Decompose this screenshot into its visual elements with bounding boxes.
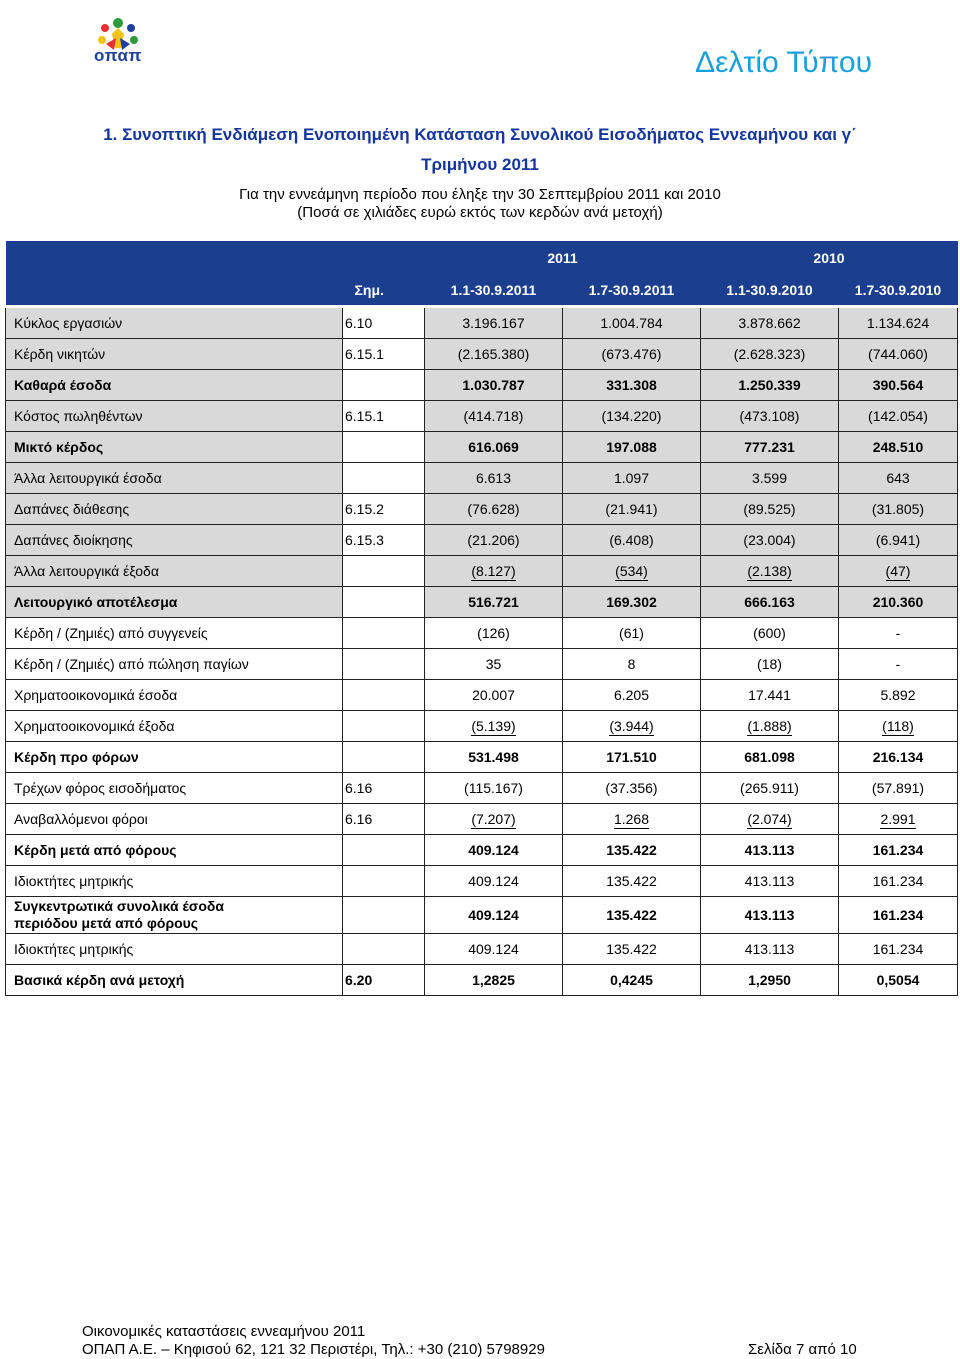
year-2011-header: 2011 <box>425 241 701 275</box>
row-value: 413.113 <box>701 897 839 934</box>
row-value: 531.498 <box>425 742 563 773</box>
row-note <box>343 897 425 934</box>
column-header: 1.7-30.9.2011 <box>563 275 701 307</box>
row-value: (600) <box>701 618 839 649</box>
row-value: - <box>839 649 958 680</box>
table-row <box>6 618 958 649</box>
row-value: 409.124 <box>425 934 563 965</box>
row-note <box>343 587 425 618</box>
row-value: (21.941) <box>563 494 701 525</box>
row-value <box>563 804 701 835</box>
row-value-text: 2.991 <box>880 811 916 827</box>
row-value: 161.234 <box>839 835 958 866</box>
row-value: 331.308 <box>563 370 701 401</box>
row-note <box>343 866 425 897</box>
row-value: 20.007 <box>425 680 563 711</box>
row-value: (76.628) <box>425 494 563 525</box>
table-row <box>6 866 958 897</box>
row-value: 210.360 <box>839 587 958 618</box>
row-value: 135.422 <box>563 835 701 866</box>
row-note <box>343 649 425 680</box>
row-note <box>343 742 425 773</box>
row-label: Άλλα λειτουργικά έξοδα <box>6 556 343 587</box>
row-value: 8 <box>563 649 701 680</box>
row-label-line: περιόδου μετά από φόρους <box>14 915 199 931</box>
row-value <box>839 556 958 587</box>
row-value: 197.088 <box>563 432 701 463</box>
row-value: 5.892 <box>839 680 958 711</box>
row-label: Ιδιοκτήτες μητρικής <box>6 934 343 965</box>
row-label: Κέρδη / (Ζημιές) από συγγενείς <box>6 618 343 649</box>
statement-title-line1: 1. Συνοπτική Ενδιάμεση Ενοποιημένη Κατάσταση Συνολικού Εισοδήματος Εννεαμήνου και γ΄ <box>103 125 857 144</box>
row-value <box>563 711 701 742</box>
row-label: Βασικά κέρδη ανά μετοχή <box>6 965 343 996</box>
row-label: Καθαρά έσοδα <box>6 370 343 401</box>
table-row <box>6 649 958 680</box>
row-value-text: 1.268 <box>613 811 650 827</box>
row-value: 409.124 <box>425 897 563 934</box>
row-value <box>425 556 563 587</box>
row-label: Ιδιοκτήτες μητρικής <box>6 866 343 897</box>
row-value-text: (47) <box>885 563 911 579</box>
footer-company-address: ΟΠΑΠ Α.Ε. – Κηφισού 62, 121 32 Περιστέρι, Τηλ.: +30 (210) 5798929 <box>82 1341 545 1358</box>
row-value: 161.234 <box>839 934 958 965</box>
row-label <box>6 897 343 934</box>
row-value-text: (118) <box>882 718 914 734</box>
row-value: (61) <box>563 618 701 649</box>
row-value: 0,4245 <box>563 965 701 996</box>
row-label: Αναβαλλόμενοι φόροι <box>6 804 343 835</box>
row-value: 169.302 <box>563 587 701 618</box>
row-value <box>701 556 839 587</box>
row-value: (126) <box>425 618 563 649</box>
row-value: 135.422 <box>563 934 701 965</box>
row-note: 6.16 <box>343 804 425 835</box>
row-note <box>343 711 425 742</box>
row-note <box>343 370 425 401</box>
row-value: (115.167) <box>425 773 563 804</box>
footer-page-number: Σελίδα 7 από 10 <box>748 1341 857 1358</box>
row-value: 135.422 <box>563 897 701 934</box>
row-value: (6.408) <box>563 525 701 556</box>
row-value: 171.510 <box>563 742 701 773</box>
row-label: Δαπάνες διοίκησης <box>6 525 343 556</box>
row-value: (57.891) <box>839 773 958 804</box>
row-value: 1.250.339 <box>701 370 839 401</box>
row-value <box>425 804 563 835</box>
row-value: (21.206) <box>425 525 563 556</box>
row-value: (265.911) <box>701 773 839 804</box>
row-label: Μικτό κέρδος <box>6 432 343 463</box>
row-value <box>701 711 839 742</box>
row-value: 3.878.662 <box>701 307 839 339</box>
row-note <box>343 835 425 866</box>
row-value: (142.054) <box>839 401 958 432</box>
row-value <box>839 711 958 742</box>
row-value: 1,2950 <box>701 965 839 996</box>
row-note: 6.15.2 <box>343 494 425 525</box>
row-value-text: (7.207) <box>471 811 516 827</box>
row-value: 1.134.624 <box>839 307 958 339</box>
row-label-line: Συγκεντρωτικά συνολικά έσοδα <box>14 898 225 914</box>
row-value-text: (2.138) <box>747 563 792 579</box>
table-row <box>6 804 958 835</box>
table-row <box>6 525 958 556</box>
row-value-text: (534) <box>615 563 648 579</box>
row-value: 1.004.784 <box>563 307 701 339</box>
row-value <box>701 804 839 835</box>
row-label: Κέρδη νικητών <box>6 339 343 370</box>
row-value: 409.124 <box>425 835 563 866</box>
table-row <box>6 934 958 965</box>
row-value: (744.060) <box>839 339 958 370</box>
row-value: 6.205 <box>563 680 701 711</box>
row-label: Χρηματοοικονομικά έσοδα <box>6 680 343 711</box>
table-row <box>6 307 958 339</box>
row-value: (2.165.380) <box>425 339 563 370</box>
period-subtitle: Για την εννεάμηνη περίοδο που έληξε την 30 Σεπτεμβρίου 2011 και 2010 <box>239 186 721 203</box>
row-value: 6.613 <box>425 463 563 494</box>
row-value: 643 <box>839 463 958 494</box>
row-value: 3.599 <box>701 463 839 494</box>
row-value: 1.097 <box>563 463 701 494</box>
row-value: 161.234 <box>839 866 958 897</box>
table-row <box>6 965 958 996</box>
row-value: 161.234 <box>839 897 958 934</box>
row-value: 0,5054 <box>839 965 958 996</box>
row-note: 6.10 <box>343 307 425 339</box>
row-value: 216.134 <box>839 742 958 773</box>
row-value <box>563 556 701 587</box>
period-header-row <box>6 275 958 307</box>
units-subtitle: (Ποσά σε χιλιάδες ευρώ εκτός των κερδών ανά μετοχή) <box>297 204 663 221</box>
table-row <box>6 897 958 934</box>
row-value: 681.098 <box>701 742 839 773</box>
row-note: 6.15.3 <box>343 525 425 556</box>
row-label: Κέρδη / (Ζημιές) από πώληση παγίων <box>6 649 343 680</box>
table-row <box>6 401 958 432</box>
year-header-row <box>6 241 958 275</box>
row-note <box>343 432 425 463</box>
row-note: 6.15.1 <box>343 401 425 432</box>
year-2010-header: 2010 <box>701 241 958 275</box>
row-value: 35 <box>425 649 563 680</box>
table-row <box>6 339 958 370</box>
document-type-title: Δελτίο Τύπου <box>695 46 872 79</box>
row-value: 413.113 <box>701 866 839 897</box>
row-value: (37.356) <box>563 773 701 804</box>
row-value: 1.030.787 <box>425 370 563 401</box>
row-value: (414.718) <box>425 401 563 432</box>
column-header: 1.1-30.9.2010 <box>701 275 839 307</box>
table-row <box>6 370 958 401</box>
row-value: 390.564 <box>839 370 958 401</box>
statement-title-line2: Τριμήνου 2011 <box>421 155 539 174</box>
logo-text: οπαπ <box>94 46 142 65</box>
row-value: (2.628.323) <box>701 339 839 370</box>
row-value: 17.441 <box>701 680 839 711</box>
table-row <box>6 556 958 587</box>
table-row <box>6 432 958 463</box>
row-label: Χρηματοοικονομικά έξοδα <box>6 711 343 742</box>
income-statement-table <box>5 241 958 996</box>
row-note <box>343 556 425 587</box>
row-note <box>343 618 425 649</box>
table-row <box>6 463 958 494</box>
row-value: 616.069 <box>425 432 563 463</box>
row-value: (134.220) <box>563 401 701 432</box>
row-value: 777.231 <box>701 432 839 463</box>
row-value: (23.004) <box>701 525 839 556</box>
row-value: (6.941) <box>839 525 958 556</box>
row-value: (89.525) <box>701 494 839 525</box>
table-row <box>6 494 958 525</box>
column-header: 1.7-30.9.2010 <box>839 275 958 307</box>
row-value-text: (5.139) <box>471 718 516 734</box>
row-value: 413.113 <box>701 835 839 866</box>
row-note: 6.20 <box>343 965 425 996</box>
row-value-text: (3.944) <box>609 718 654 734</box>
row-value: 248.510 <box>839 432 958 463</box>
row-label: Τρέχων φόρος εισοδήματος <box>6 773 343 804</box>
row-value: 135.422 <box>563 866 701 897</box>
row-value: 409.124 <box>425 866 563 897</box>
row-value-text: (2.074) <box>747 811 792 827</box>
row-label: Κέρδη προ φόρων <box>6 742 343 773</box>
row-value: (18) <box>701 649 839 680</box>
row-label: Κέρδη μετά από φόρους <box>6 835 343 866</box>
row-label: Άλλα λειτουργικά έσοδα <box>6 463 343 494</box>
row-note: 6.15.1 <box>343 339 425 370</box>
row-value: 516.721 <box>425 587 563 618</box>
row-label: Δαπάνες διάθεσης <box>6 494 343 525</box>
table-row <box>6 680 958 711</box>
row-note <box>343 680 425 711</box>
row-value: 413.113 <box>701 934 839 965</box>
row-value: - <box>839 618 958 649</box>
note-column-header: Σημ. <box>343 275 425 307</box>
row-value: 666.163 <box>701 587 839 618</box>
column-header: 1.1-30.9.2011 <box>425 275 563 307</box>
table-row <box>6 835 958 866</box>
table-row <box>6 711 958 742</box>
row-value-text: (1.888) <box>747 718 792 734</box>
row-note <box>343 463 425 494</box>
row-note: 6.16 <box>343 773 425 804</box>
table-row <box>6 587 958 618</box>
table-row <box>6 742 958 773</box>
row-value <box>425 711 563 742</box>
row-value: (673.476) <box>563 339 701 370</box>
table-row <box>6 773 958 804</box>
row-value: (473.108) <box>701 401 839 432</box>
row-value: 1,2825 <box>425 965 563 996</box>
row-note <box>343 934 425 965</box>
row-value <box>839 804 958 835</box>
row-value: 3.196.167 <box>425 307 563 339</box>
row-label: Κύκλος εργασιών <box>6 307 343 339</box>
row-label: Κόστος πωληθέντων <box>6 401 343 432</box>
row-label: Λειτουργικό αποτέλεσμα <box>6 587 343 618</box>
footer-report-name: Οικονομικές καταστάσεις εννεαμήνου 2011 <box>82 1323 366 1340</box>
row-value-text: (8.127) <box>471 563 516 579</box>
row-value: (31.805) <box>839 494 958 525</box>
